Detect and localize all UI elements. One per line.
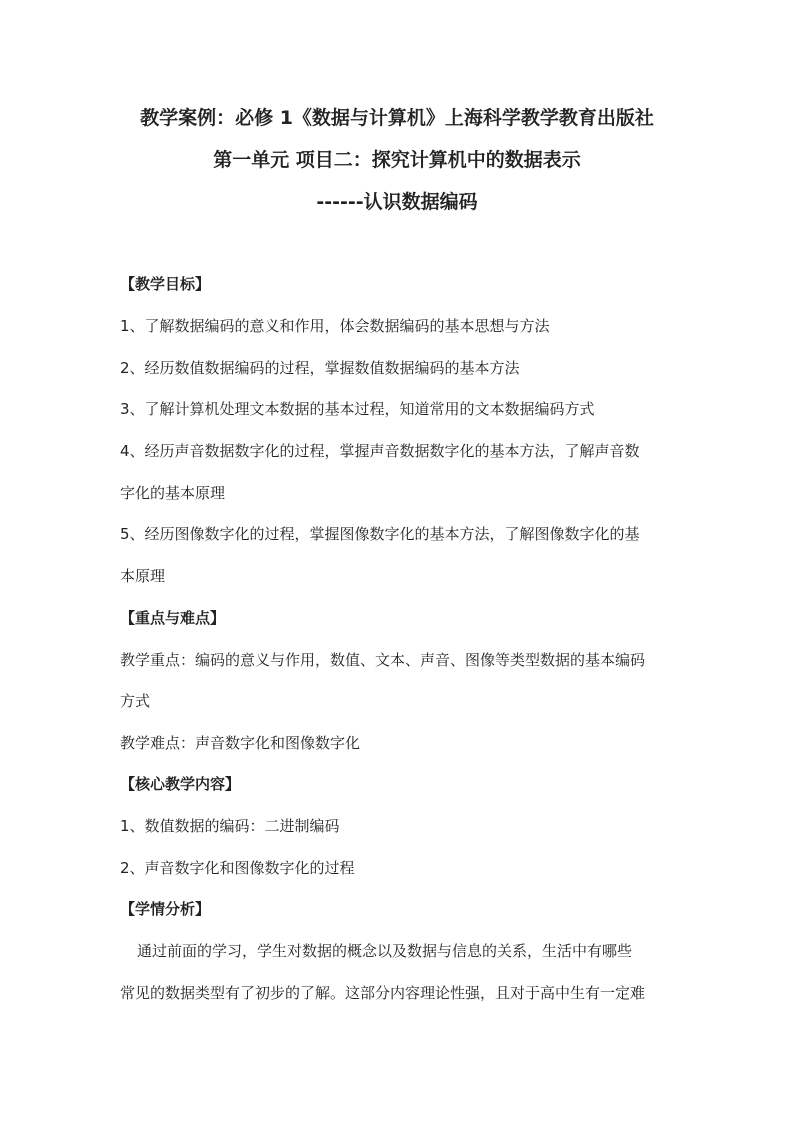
analysis-paragraph-line-1: 通过前面的学习，学生对数据的概念以及数据与信息的关系，生活中有哪些 <box>137 942 633 960</box>
objective-item-5-line-1: 5、经历图像数字化的过程，掌握图像数字化的基本方法，了解图像数字化的基 <box>120 525 640 543</box>
objective-item-3: 3、了解计算机处理文本数据的基本过程，知道常用的文本数据编码方式 <box>120 400 595 418</box>
objective-item-4-line-2: 字化的基本原理 <box>120 484 226 502</box>
objective-item-4-line-1: 4、经历声音数据数字化的过程，掌握声音数据数字化的基本方法，了解声音数 <box>120 442 640 460</box>
document-subtitle: 第一单元 项目二：探究计算机中的数据表示 <box>213 149 581 171</box>
analysis-paragraph-line-2: 常见的数据类型有了初步的了解。这部分内容理论性强，且对于高中生有一定难 <box>120 984 646 1002</box>
core-content-item-1: 1、数值数据的编码：二进制编码 <box>120 817 340 835</box>
objective-item-2: 2、经历数值数据编码的过程，掌握数值数据编码的基本方法 <box>120 359 520 377</box>
core-content-item-2: 2、声音数字化和图像数字化的过程 <box>120 859 355 877</box>
teaching-focus-line-2: 方式 <box>120 692 151 710</box>
teaching-focus-line-1: 教学重点：编码的意义与作用，数值、文本、声音、图像等类型数据的基本编码 <box>120 651 646 669</box>
core-content-heading: 【核心教学内容】 <box>120 775 241 793</box>
objectives-heading: 【教学目标】 <box>120 275 211 293</box>
teaching-difficulty: 教学难点：声音数字化和图像数字化 <box>120 734 361 752</box>
key-points-heading: 【重点与难点】 <box>120 609 226 627</box>
document-title: 教学案例：必修 1《数据与计算机》上海科学教学教育出版社 <box>140 107 654 129</box>
objective-item-1: 1、了解数据编码的意义和作用，体会数据编码的基本思想与方法 <box>120 317 550 335</box>
analysis-heading: 【学情分析】 <box>120 900 211 918</box>
document-topic: ------认识数据编码 <box>316 191 478 213</box>
objective-item-5-line-2: 本原理 <box>120 567 166 585</box>
